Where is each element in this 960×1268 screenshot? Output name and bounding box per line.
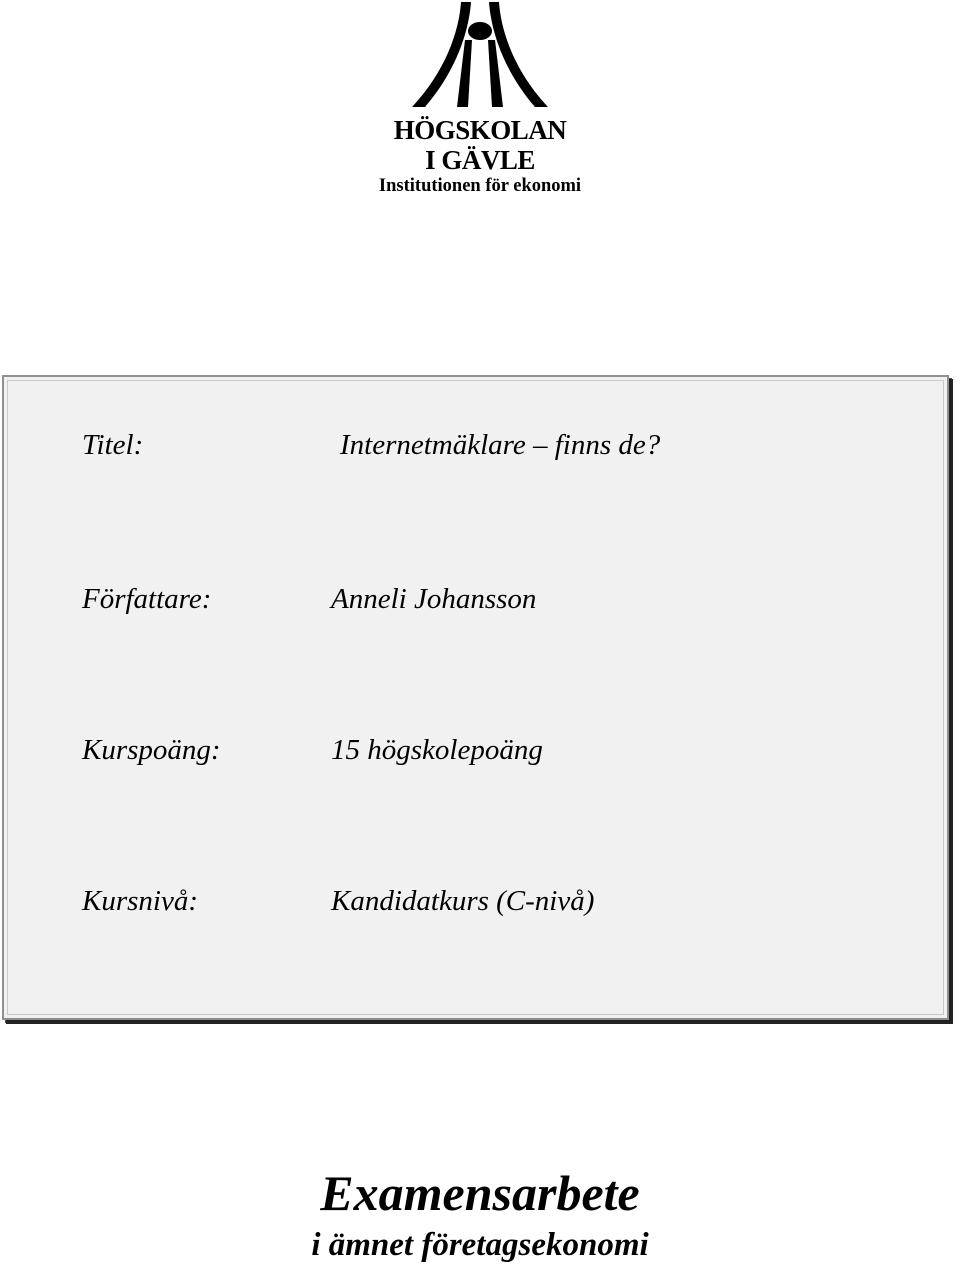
level-value: Kandidatkurs (C-nivå)	[331, 885, 595, 917]
credits-label: Kurspoäng:	[82, 734, 221, 766]
level-label: Kursnivå:	[82, 885, 198, 917]
author-label: Författare:	[82, 583, 212, 615]
document-type-title: Examensarbete	[320, 1165, 640, 1221]
document-subject-subtitle: i ämnet företagsekonomi	[311, 1227, 649, 1263]
author-value: Anneli Johansson	[331, 583, 537, 615]
thesis-info-box	[2, 375, 949, 1020]
department-name: Institutionen för ekonomi	[378, 176, 582, 196]
title-label: Titel:	[82, 429, 144, 461]
university-logo-icon	[405, 0, 555, 112]
university-name-line1: HÖGSKOLAN	[393, 115, 567, 145]
title-value: Internetmäklare – finns de?	[340, 429, 661, 461]
university-name-line2: I GÄVLE	[425, 145, 535, 175]
credits-value: 15 högskolepoäng	[331, 734, 543, 766]
